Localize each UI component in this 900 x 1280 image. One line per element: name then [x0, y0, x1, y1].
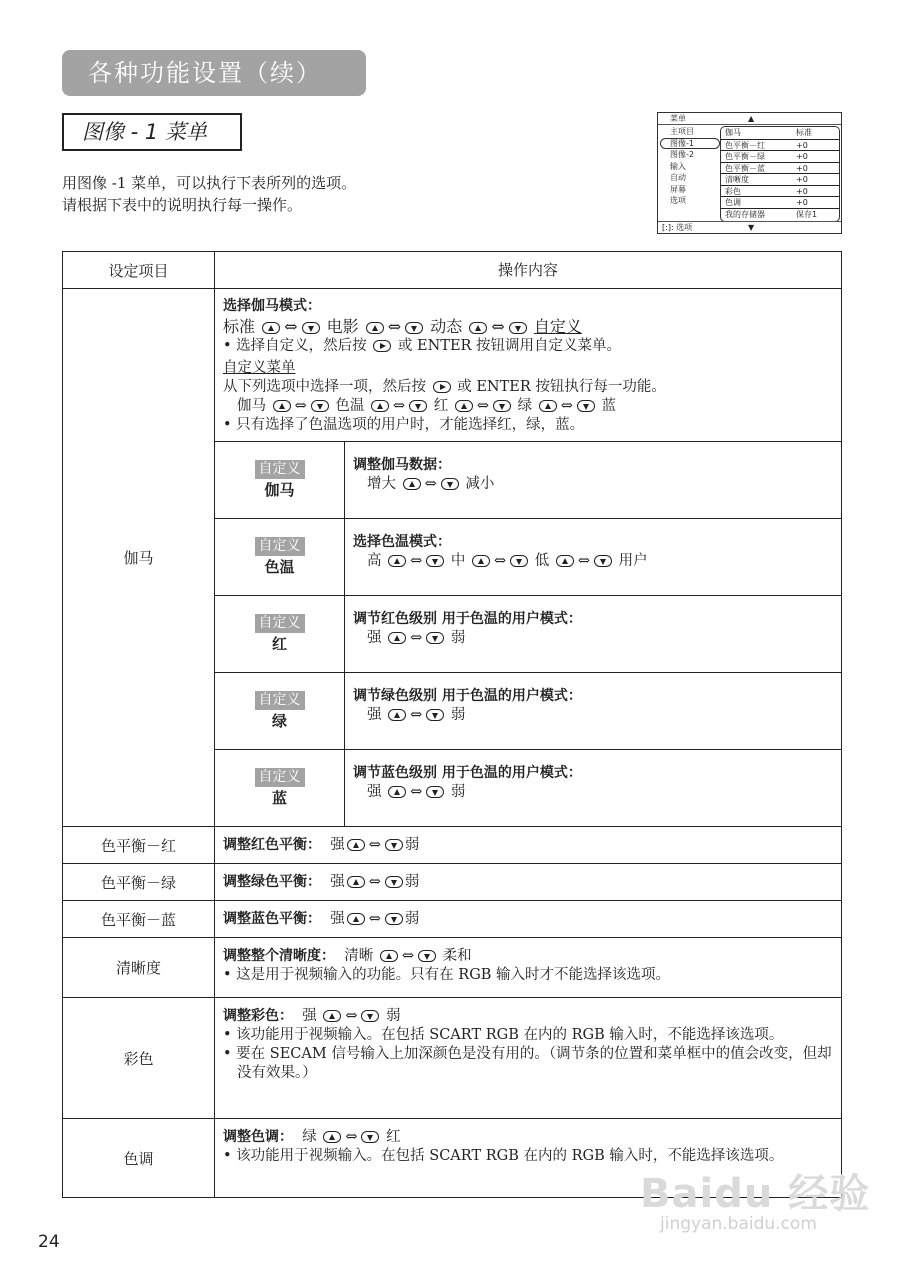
range-value: 弱	[450, 707, 466, 723]
custom-subrow	[215, 595, 841, 672]
custom-subrow-content	[345, 596, 841, 672]
row-note: • 要在 SECAM 信号输入上加深颜色是没有用的。（调节条的位置和菜单框中的值会改变，但却没有效果。）	[223, 1046, 832, 1081]
custom-option: 伽马	[237, 398, 266, 414]
osd-row-key: 色调	[725, 198, 741, 207]
custom-option: 绿	[517, 398, 533, 414]
down-button-icon	[426, 786, 444, 798]
table-row-color-balance-red	[63, 826, 841, 863]
note-text: 选择自定义，然后按	[236, 338, 367, 354]
bidirectional-arrow-icon: ⇔	[493, 553, 507, 569]
down-button-icon	[361, 1010, 379, 1022]
bidirectional-arrow-icon: ⇔	[368, 910, 381, 927]
mode-option: 标准	[223, 317, 256, 336]
intro-line: 请根据下表中的说明执行每一操作。	[62, 196, 303, 214]
custom-tag: 自定义	[255, 537, 305, 556]
osd-left-item: 选项	[670, 196, 686, 205]
section-banner: 各种功能设置（续）	[62, 50, 366, 96]
gamma-mode-title: 选择伽马模式：	[223, 298, 321, 314]
custom-tag: 自定义	[255, 460, 305, 479]
custom-subrow-content	[345, 442, 841, 518]
osd-left-item: 自动	[670, 173, 686, 182]
custom-subrow-label	[215, 673, 345, 749]
gamma-note: • 只有选择了色温选项的用户时，才能选择红，绿，蓝。	[223, 417, 585, 433]
row-content	[215, 998, 841, 1118]
osd-row	[721, 185, 839, 197]
custom-subrow-label	[215, 442, 345, 518]
custom-subrow	[215, 672, 841, 749]
bidirectional-arrow-icon: ⇔	[401, 948, 414, 964]
range-value: 绿	[302, 1129, 317, 1145]
osd-row-key: 清晰度	[725, 175, 749, 184]
range-value: 强	[367, 707, 382, 723]
down-arrow-icon: ▼	[748, 223, 755, 232]
down-button-icon	[409, 400, 427, 412]
osd-menu-illustration	[657, 112, 842, 234]
osd-row-value: +0	[796, 198, 808, 207]
sub-title: 调节绿色级别 用于色温的用户模式：	[353, 688, 582, 704]
osd-footer	[658, 221, 841, 233]
down-button-icon	[405, 322, 423, 334]
custom-menu-title: 自定义菜单	[223, 360, 296, 376]
down-button-icon	[493, 400, 511, 412]
row-content	[215, 901, 841, 937]
down-button-icon	[426, 632, 444, 644]
osd-row-value: 标准	[796, 128, 812, 137]
range-value: 强	[330, 873, 345, 890]
row-note: • 这是用于视频输入的功能。只有在 RGB 输入时才不能选择该选项。	[223, 967, 671, 983]
down-button-icon	[302, 322, 320, 334]
down-button-icon	[385, 839, 403, 851]
bidirectional-arrow-icon: ⇔	[345, 1008, 358, 1024]
up-button-icon	[323, 1131, 341, 1143]
range-value: 弱	[386, 1008, 401, 1024]
up-button-icon	[366, 322, 384, 334]
down-button-icon	[594, 555, 612, 567]
mode-option: 电影	[326, 317, 359, 336]
table-header	[63, 252, 841, 288]
row-title: 调整整个清晰度：	[223, 948, 335, 964]
sub-title: 调节红色级别 用于色温的用户模式：	[353, 611, 582, 627]
table-row-color-balance-green	[63, 863, 841, 900]
up-arrow-icon: ▲	[748, 114, 755, 123]
osd-row-value: +0	[796, 140, 808, 150]
osd-row	[721, 208, 839, 220]
row-note: • 该功能用于视频输入。在包括 SCART RGB 在内的 RGB 输入时，不能选择该选项。	[223, 1027, 784, 1043]
custom-subrow-content	[345, 519, 841, 595]
osd-left-list	[658, 126, 720, 207]
sub-range	[353, 629, 833, 648]
down-button-icon	[311, 400, 329, 412]
osd-footer-hint: [:]: 选项	[662, 223, 693, 232]
custom-menu-sequence	[223, 397, 833, 416]
table-row-sharpness	[63, 937, 841, 997]
osd-row-value: +0	[796, 175, 808, 184]
custom-tag: 自定义	[255, 691, 305, 710]
up-button-icon	[388, 632, 406, 644]
custom-option: 蓝	[601, 398, 616, 414]
osd-row	[721, 150, 839, 162]
osd-row	[721, 139, 839, 151]
row-line	[223, 1128, 833, 1147]
sub-title: 调整伽马数据：	[353, 457, 451, 473]
range-value: 强	[302, 1008, 317, 1024]
note-text: 或 ENTER 按钮调用自定义菜单。	[397, 338, 622, 354]
row-label: 伽马	[63, 289, 215, 826]
custom-menu-desc	[223, 378, 833, 397]
row-title: 调整绿色平衡：	[223, 873, 321, 890]
up-button-icon	[455, 400, 473, 412]
range-value: 强	[367, 784, 382, 800]
up-button-icon	[469, 322, 487, 334]
mode-option: 动态	[430, 317, 463, 336]
range-value: 强	[367, 630, 382, 646]
note-text: 该功能用于视频输入。在包括 SCART RGB 在内的 RGB 输入时，不能选择该选项。	[236, 1148, 784, 1164]
sub-range	[353, 475, 833, 494]
watermark-url: jingyan.baidu.com	[660, 1214, 817, 1234]
row-line	[223, 947, 833, 966]
right-button-icon	[433, 381, 451, 393]
down-button-icon	[441, 478, 459, 490]
settings-table	[62, 251, 842, 1198]
osd-left-item: 主项目	[670, 127, 694, 136]
sub-title: 调节蓝色级别 用于色温的用户模式：	[353, 765, 582, 781]
down-button-icon	[510, 555, 528, 567]
osd-row-value: +0	[796, 163, 808, 173]
bidirectional-arrow-icon: ⇔	[560, 398, 573, 414]
down-button-icon	[426, 555, 444, 567]
row-label: 色调	[63, 1119, 215, 1197]
gamma-note: • 选择自定义，然后按 或 ENTER 按钮调用自定义菜单。	[223, 338, 622, 354]
custom-subrow	[215, 518, 841, 595]
down-button-icon	[426, 709, 444, 721]
custom-subrow-content	[345, 673, 841, 749]
up-button-icon	[388, 555, 406, 567]
custom-subrow-label	[215, 750, 345, 826]
bidirectional-arrow-icon: ⇔	[410, 707, 423, 723]
row-line	[223, 1007, 833, 1026]
sub-range	[353, 783, 833, 802]
osd-left-item: 输入	[670, 161, 686, 171]
custom-subrow-label	[215, 519, 345, 595]
sub-range	[353, 706, 833, 725]
range-value: 红	[386, 1129, 401, 1145]
down-button-icon	[509, 322, 527, 334]
up-button-icon	[403, 478, 421, 490]
bidirectional-arrow-icon: ⇔	[387, 317, 402, 336]
mode-option: 自定义	[533, 317, 582, 336]
range-value: 低	[534, 553, 550, 569]
osd-left-item: 图像-2	[670, 150, 694, 159]
note-text: 只有选择了色温选项的用户时，才能选择红，绿，蓝。	[236, 417, 585, 433]
osd-row-key: 我的存储器	[725, 209, 765, 219]
bidirectional-arrow-icon: ⇔	[368, 836, 381, 853]
custom-subrow-name: 伽马	[264, 481, 295, 499]
range-value: 增大	[367, 476, 396, 492]
up-button-icon	[472, 555, 490, 567]
row-content	[215, 864, 841, 900]
osd-row	[721, 127, 839, 139]
range-value: 弱	[404, 836, 420, 853]
bidirectional-arrow-icon: ⇔	[345, 1129, 358, 1145]
down-button-icon	[385, 876, 403, 888]
custom-option: 色温	[335, 398, 365, 414]
bidirectional-arrow-icon: ⇔	[294, 398, 307, 414]
table-row-color	[63, 997, 841, 1118]
range-value: 清晰	[344, 948, 374, 964]
bidirectional-arrow-icon: ⇔	[424, 476, 437, 492]
row-note: • 该功能用于视频输入。在包括 SCART RGB 在内的 RGB 输入时，不能选择该选项。	[223, 1148, 784, 1164]
up-button-icon	[556, 555, 574, 567]
desc-text: 从下列选项中选择一项，然后按	[223, 379, 426, 395]
row-content	[215, 827, 841, 863]
osd-row-value: 保存1	[796, 209, 818, 219]
row-label: 色平衡－红	[63, 827, 215, 863]
up-button-icon	[347, 913, 365, 925]
osd-row-value: +0	[796, 152, 808, 161]
custom-tag: 自定义	[255, 768, 305, 787]
range-value: 用户	[618, 553, 648, 569]
row-title: 调整色调：	[223, 1129, 293, 1145]
range-value: 中	[450, 553, 466, 569]
custom-subrow	[215, 441, 841, 518]
custom-subrow-name: 色温	[264, 558, 295, 576]
custom-subrow-content	[345, 750, 841, 826]
up-button-icon	[388, 709, 406, 721]
osd-row-value: +0	[796, 186, 808, 196]
bidirectional-arrow-icon: ⇔	[410, 553, 423, 569]
header-col-operation: 操作内容	[497, 260, 558, 279]
bidirectional-arrow-icon: ⇔	[410, 784, 423, 800]
up-button-icon	[539, 400, 557, 412]
page-number: 24	[38, 1232, 60, 1252]
up-button-icon	[380, 950, 398, 962]
sub-range	[353, 552, 833, 571]
custom-subrow-name: 红	[271, 635, 287, 653]
up-button-icon	[347, 876, 365, 888]
row-title: 调整蓝色平衡：	[223, 910, 321, 927]
range-value: 弱	[450, 784, 466, 800]
up-button-icon	[347, 839, 365, 851]
custom-subrow	[215, 749, 841, 826]
down-button-icon	[577, 400, 595, 412]
up-button-icon	[262, 322, 280, 334]
right-button-icon	[373, 340, 391, 352]
up-button-icon	[273, 400, 291, 412]
header-col-item: 设定项目	[63, 252, 215, 288]
table-row-color-balance-blue	[63, 900, 841, 937]
intro-text	[62, 172, 356, 216]
sub-title: 选择色温模式：	[353, 534, 451, 550]
custom-tag: 自定义	[255, 614, 305, 633]
osd-row-key: 色平衡－红	[725, 140, 765, 150]
osd-left-item: 屏幕	[670, 184, 686, 194]
row-content	[215, 938, 841, 997]
note-text: 该功能用于视频输入。在包括 SCART RGB 在内的 RGB 输入时，不能选择该选项。	[236, 1027, 784, 1043]
osd-left-item-selected: 图像-1	[660, 138, 720, 150]
up-button-icon	[323, 1010, 341, 1022]
desc-text: 或 ENTER 按钮执行每一功能。	[457, 379, 666, 395]
bidirectional-arrow-icon: ⇔	[410, 630, 423, 646]
range-value: 弱	[404, 910, 420, 927]
menu-title: 图像 - 1 菜单	[62, 113, 242, 151]
gamma-mode-sequence	[223, 316, 833, 337]
osd-row-key: 伽马	[725, 128, 741, 137]
bidirectional-arrow-icon: ⇔	[577, 553, 591, 569]
up-button-icon	[371, 400, 389, 412]
gamma-content	[215, 289, 841, 826]
bidirectional-arrow-icon: ⇔	[491, 317, 505, 336]
note-text: 这是用于视频输入的功能。只有在 RGB 输入时才不能选择该选项。	[236, 967, 671, 983]
row-title: 调整彩色：	[223, 1008, 293, 1024]
osd-row-key: 彩色	[725, 186, 741, 196]
row-title: 调整红色平衡：	[223, 836, 321, 853]
row-label: 清晰度	[63, 938, 215, 997]
osd-title: 菜单	[670, 114, 686, 123]
bidirectional-arrow-icon: ⇔	[368, 873, 381, 890]
up-button-icon	[388, 786, 406, 798]
gamma-description	[215, 289, 841, 441]
intro-line: 用图像 -1 菜单，可以执行下表所列的选项。	[62, 174, 357, 192]
range-value: 强	[330, 910, 345, 927]
bidirectional-arrow-icon: ⇔	[476, 398, 490, 414]
row-label: 彩色	[63, 998, 215, 1118]
watermark-logo: Baidu 经验	[640, 1171, 871, 1217]
custom-subrow-label	[215, 596, 345, 672]
osd-row-key: 色平衡－绿	[725, 152, 765, 161]
osd-header	[658, 113, 841, 125]
down-button-icon	[361, 1131, 379, 1143]
down-button-icon	[418, 950, 436, 962]
range-value: 弱	[404, 873, 420, 890]
osd-right-panel	[720, 126, 840, 222]
range-value: 高	[367, 553, 382, 569]
table-row-gamma	[63, 288, 841, 826]
row-label: 色平衡－绿	[63, 864, 215, 900]
range-value: 减小	[465, 476, 495, 492]
osd-row	[721, 196, 839, 208]
custom-subrow-name: 蓝	[271, 789, 287, 807]
custom-option: 红	[433, 398, 449, 414]
row-label: 色平衡－蓝	[63, 901, 215, 937]
osd-row	[721, 173, 839, 185]
osd-row	[721, 162, 839, 174]
range-value: 强	[330, 836, 345, 853]
note-text: 要在 SECAM 信号输入上加深颜色是没有用的。（调节条的位置和菜单框中的值会改变，但却没有效果。）	[236, 1046, 832, 1081]
bidirectional-arrow-icon: ⇔	[284, 317, 298, 336]
custom-subrow-name: 绿	[271, 712, 287, 730]
range-value: 弱	[450, 630, 466, 646]
osd-row-key: 色平衡－蓝	[725, 163, 765, 173]
down-button-icon	[385, 913, 403, 925]
bidirectional-arrow-icon: ⇔	[392, 398, 406, 414]
range-value: 柔和	[442, 948, 472, 964]
